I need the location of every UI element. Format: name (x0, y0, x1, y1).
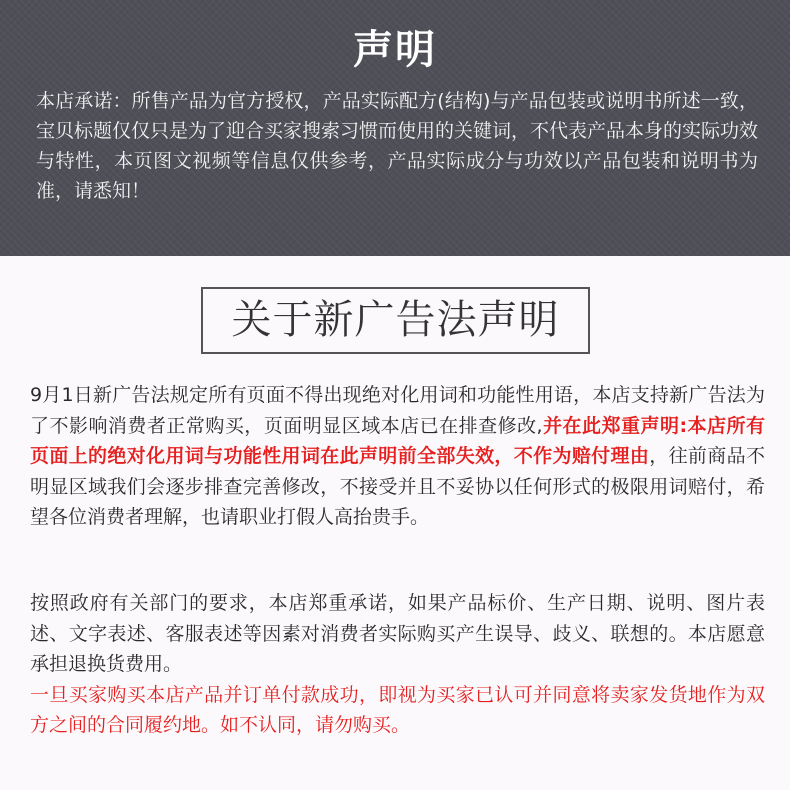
ad-law-paragraph-tail: ，往前商品不明显区域我们会逐步排查完善修改，不接受并且不妥协以任何形式的极限用词赔付，希望各位消费者理解，也请职业打假人高抬贵手。 (30, 445, 765, 528)
ad-law-paragraph-text: 9月1日新广告法规定所有页面不得出现绝对化用词和功能性用语，本店支持新广告法为了不影响消费者正常购买，页面明显区域本店已在排查修改, (30, 384, 765, 437)
statement-header (0, 0, 790, 256)
statement-text: 本店承诺：所售产品为官方授权，产品实际配方(结构)与产品包装或说明书所述一致，宝贝标题仅仅只是为了迎合买家搜索习惯而使用的关键词，不代表产品本身的实际功效与特性，本页图文视频等信息仅供参考，产品实际成分与功效以产品包装和说明书为准，请悉知！ (36, 90, 759, 202)
ad-law-notice-title: 关于新广告法声明 (201, 287, 590, 354)
commitment-red-text: 一旦买家购买本店产品并订单付款成功，即视为买家已认可并同意将卖家发货地作为双方之间的合同履约地。如不认同，请勿购买。 (30, 683, 765, 736)
commitment-paragraph (30, 588, 765, 741)
ad-law-red-declaration: 并在此郑重声明:本店所有页面上的绝对化用词与功能性用词在此声明前全部失效，不作为赔付理由 (30, 414, 765, 467)
commitment-text: 按照政府有关部门的要求，本店郑重承诺，如果产品标价、生产日期、说明、图片表述、文字表述、客服表述等因素对消费者实际购买产生误导、歧义、联想的。本店愿意承担退换货费用。 (30, 592, 765, 675)
statement-title: 声明 (353, 27, 437, 73)
ad-law-paragraph (30, 380, 765, 533)
